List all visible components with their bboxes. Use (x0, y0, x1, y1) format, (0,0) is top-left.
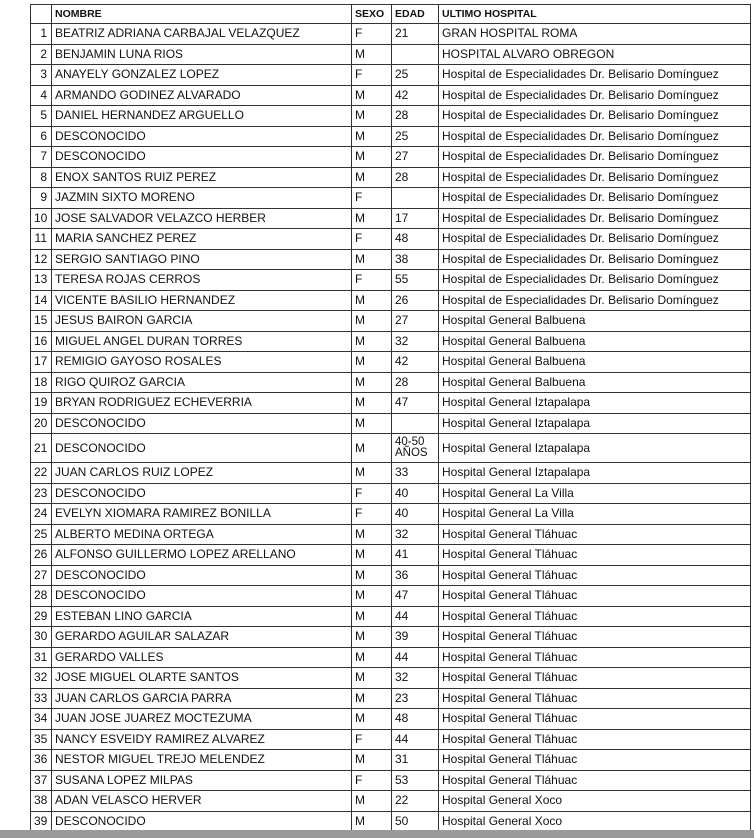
row-number: 34 (31, 709, 52, 730)
row-number: 14 (31, 290, 52, 311)
row-age: 32 (392, 331, 439, 352)
table-row (31, 791, 751, 812)
row-age: 40 (392, 483, 439, 504)
row-name: NANCY ESVEIDY RAMIREZ ALVAREZ (52, 729, 352, 750)
row-age: 28 (392, 167, 439, 188)
row-age: 22 (392, 791, 439, 812)
table-row (31, 65, 751, 86)
row-sex: M (352, 352, 392, 373)
row-hospital: Hospital de Especialidades Dr. Belisario Domínguez (439, 126, 751, 147)
row-age: 23 (392, 688, 439, 709)
table-header-row (31, 5, 751, 24)
row-name: BRYAN RODRIGUEZ ECHEVERRIA (52, 393, 352, 414)
row-hospital: Hospital General Iztapalapa (439, 393, 751, 414)
row-number: 18 (31, 372, 52, 393)
table-row (31, 750, 751, 771)
header-sexo: SEXO (352, 5, 392, 24)
row-hospital: Hospital de Especialidades Dr. Belisario Domínguez (439, 65, 751, 86)
row-sex: F (352, 729, 392, 750)
row-name: DESCONOCIDO (52, 413, 352, 434)
row-number: 37 (31, 770, 52, 791)
table-row (31, 709, 751, 730)
row-age: 55 (392, 270, 439, 291)
row-hospital: HOSPITAL ALVARO OBREGON (439, 44, 751, 65)
row-name: ALFONSO GUILLERMO LOPEZ ARELLANO (52, 545, 352, 566)
row-name: JOSE MIGUEL OLARTE SANTOS (52, 668, 352, 689)
row-number: 22 (31, 463, 52, 484)
row-name: DANIEL HERNANDEZ ARGUELLO (52, 106, 352, 127)
row-sex: M (352, 647, 392, 668)
row-name: BEATRIZ ADRIANA CARBAJAL VELAZQUEZ (52, 24, 352, 45)
row-number: 31 (31, 647, 52, 668)
row-sex: M (352, 126, 392, 147)
table-row (31, 586, 751, 607)
row-sex: M (352, 545, 392, 566)
row-number: 1 (31, 24, 52, 45)
table-row (31, 770, 751, 791)
row-sex: M (352, 750, 392, 771)
row-age: 48 (392, 709, 439, 730)
row-number: 30 (31, 627, 52, 648)
row-sex: M (352, 606, 392, 627)
row-hospital: Hospital General Tláhuac (439, 606, 751, 627)
row-hospital: Hospital General Tláhuac (439, 627, 751, 648)
row-name: BENJAMIN LUNA RIOS (52, 44, 352, 65)
row-age: 44 (392, 606, 439, 627)
row-hospital: Hospital de Especialidades Dr. Belisario Domínguez (439, 147, 751, 168)
table-row (31, 147, 751, 168)
row-sex: M (352, 147, 392, 168)
row-age: 21 (392, 24, 439, 45)
row-hospital: Hospital General Balbuena (439, 331, 751, 352)
row-number: 20 (31, 413, 52, 434)
row-number: 32 (31, 668, 52, 689)
row-name: JUAN CARLOS GARCIA PARRA (52, 688, 352, 709)
row-hospital: Hospital General Tláhuac (439, 688, 751, 709)
row-name: DESCONOCIDO (52, 483, 352, 504)
row-name: ANAYELY GONZALEZ LOPEZ (52, 65, 352, 86)
row-hospital: Hospital General Iztapalapa (439, 434, 751, 463)
row-name: ESTEBAN LINO GARCIA (52, 606, 352, 627)
row-age (392, 413, 439, 434)
row-number: 23 (31, 483, 52, 504)
row-hospital: Hospital de Especialidades Dr. Belisario Domínguez (439, 249, 751, 270)
row-age: 47 (392, 586, 439, 607)
row-sex: M (352, 44, 392, 65)
row-age: 25 (392, 126, 439, 147)
table-row (31, 413, 751, 434)
row-number: 6 (31, 126, 52, 147)
table-row (31, 229, 751, 250)
row-age (392, 188, 439, 209)
row-name: JOSE SALVADOR VELAZCO HERBER (52, 208, 352, 229)
row-number: 35 (31, 729, 52, 750)
row-hospital: Hospital de Especialidades Dr. Belisario Domínguez (439, 106, 751, 127)
row-number: 26 (31, 545, 52, 566)
header-ultimo-hospital: ULTIMO HOSPITAL (439, 5, 751, 24)
row-hospital: Hospital General Tláhuac (439, 668, 751, 689)
row-number: 39 (31, 811, 52, 832)
row-number: 19 (31, 393, 52, 414)
row-number: 11 (31, 229, 52, 250)
row-sex: F (352, 188, 392, 209)
row-age: 33 (392, 463, 439, 484)
row-number: 29 (31, 606, 52, 627)
table-row (31, 524, 751, 545)
row-age: 27 (392, 147, 439, 168)
row-name: DESCONOCIDO (52, 126, 352, 147)
table-row (31, 606, 751, 627)
row-sex: M (352, 565, 392, 586)
table-row (31, 483, 751, 504)
row-hospital: Hospital General Tláhuac (439, 750, 751, 771)
row-number: 17 (31, 352, 52, 373)
table-row (31, 668, 751, 689)
row-age: 44 (392, 647, 439, 668)
row-name: DESCONOCIDO (52, 565, 352, 586)
row-number: 9 (31, 188, 52, 209)
table-row (31, 167, 751, 188)
row-name: DESCONOCIDO (52, 434, 352, 463)
row-sex: M (352, 668, 392, 689)
row-hospital: Hospital General Xoco (439, 791, 751, 812)
row-number: 33 (31, 688, 52, 709)
row-name: ADAN VELASCO HERVER (52, 791, 352, 812)
row-hospital: Hospital General Tláhuac (439, 770, 751, 791)
row-sex: M (352, 106, 392, 127)
table-row (31, 504, 751, 525)
row-age: 48 (392, 229, 439, 250)
row-hospital: Hospital de Especialidades Dr. Belisario Domínguez (439, 270, 751, 291)
row-age: 50 (392, 811, 439, 832)
table-row (31, 627, 751, 648)
table-row (31, 463, 751, 484)
row-number: 2 (31, 44, 52, 65)
table-row (31, 565, 751, 586)
row-age: 17 (392, 208, 439, 229)
header-number (31, 5, 52, 24)
row-age (392, 44, 439, 65)
row-sex: M (352, 413, 392, 434)
row-sex: M (352, 463, 392, 484)
row-name: RIGO QUIROZ GARCIA (52, 372, 352, 393)
row-sex: F (352, 483, 392, 504)
row-hospital: Hospital de Especialidades Dr. Belisario Domínguez (439, 229, 751, 250)
row-age: 27 (392, 311, 439, 332)
row-number: 15 (31, 311, 52, 332)
row-number: 16 (31, 331, 52, 352)
row-sex: M (352, 688, 392, 709)
table-row (31, 811, 751, 832)
row-number: 25 (31, 524, 52, 545)
row-hospital: Hospital de Especialidades Dr. Belisario Domínguez (439, 290, 751, 311)
table-row (31, 85, 751, 106)
row-age: 53 (392, 770, 439, 791)
row-hospital: Hospital General La Villa (439, 504, 751, 525)
table-row (31, 688, 751, 709)
row-hospital: Hospital General La Villa (439, 483, 751, 504)
row-hospital: Hospital de Especialidades Dr. Belisario Domínguez (439, 85, 751, 106)
row-number: 13 (31, 270, 52, 291)
row-age: 40-50 AÑOS (392, 434, 439, 463)
row-age: 32 (392, 524, 439, 545)
row-sex: F (352, 65, 392, 86)
table-row (31, 44, 751, 65)
row-sex: M (352, 393, 392, 414)
row-number: 7 (31, 147, 52, 168)
table-row (31, 208, 751, 229)
row-age: 44 (392, 729, 439, 750)
row-name: MARIA SANCHEZ PEREZ (52, 229, 352, 250)
bottom-edge-shadow (0, 830, 754, 838)
row-hospital: Hospital General Tláhuac (439, 729, 751, 750)
row-name: GERARDO VALLES (52, 647, 352, 668)
row-number: 21 (31, 434, 52, 463)
row-hospital: Hospital General Tláhuac (439, 565, 751, 586)
row-hospital: Hospital General Tláhuac (439, 524, 751, 545)
row-number: 4 (31, 85, 52, 106)
row-sex: M (352, 311, 392, 332)
row-age: 25 (392, 65, 439, 86)
row-sex: M (352, 586, 392, 607)
row-sex: F (352, 270, 392, 291)
row-number: 27 (31, 565, 52, 586)
row-sex: M (352, 85, 392, 106)
table-row (31, 311, 751, 332)
row-number: 36 (31, 750, 52, 771)
row-hospital: Hospital General Balbuena (439, 372, 751, 393)
row-hospital: Hospital General Balbuena (439, 311, 751, 332)
table-row (31, 729, 751, 750)
row-name: DESCONOCIDO (52, 147, 352, 168)
row-name: ALBERTO MEDINA ORTEGA (52, 524, 352, 545)
row-name: JESUS BAIRON GARCIA (52, 311, 352, 332)
table-row (31, 372, 751, 393)
row-sex: F (352, 770, 392, 791)
row-name: ENOX SANTOS RUIZ PEREZ (52, 167, 352, 188)
row-hospital: Hospital General Tláhuac (439, 586, 751, 607)
table-row (31, 249, 751, 270)
row-name: SUSANA LOPEZ MILPAS (52, 770, 352, 791)
row-age: 42 (392, 352, 439, 373)
row-name: JUAN CARLOS RUIZ LOPEZ (52, 463, 352, 484)
row-sex: M (352, 434, 392, 463)
row-sex: F (352, 504, 392, 525)
row-sex: M (352, 709, 392, 730)
row-hospital: Hospital de Especialidades Dr. Belisario Domínguez (439, 188, 751, 209)
table-row (31, 647, 751, 668)
row-name: GERARDO AGUILAR SALAZAR (52, 627, 352, 648)
table-row (31, 352, 751, 373)
row-sex: M (352, 627, 392, 648)
row-number: 8 (31, 167, 52, 188)
table-row (31, 126, 751, 147)
row-hospital: Hospital de Especialidades Dr. Belisario Domínguez (439, 208, 751, 229)
row-sex: M (352, 811, 392, 832)
row-sex: F (352, 24, 392, 45)
row-sex: M (352, 167, 392, 188)
row-name: VICENTE BASILIO HERNANDEZ (52, 290, 352, 311)
row-hospital: Hospital General Tláhuac (439, 647, 751, 668)
row-age: 41 (392, 545, 439, 566)
row-sex: M (352, 524, 392, 545)
table-row (31, 106, 751, 127)
row-number: 24 (31, 504, 52, 525)
row-sex: F (352, 229, 392, 250)
row-number: 28 (31, 586, 52, 607)
table-row (31, 331, 751, 352)
row-age: 39 (392, 627, 439, 648)
row-name: DESCONOCIDO (52, 586, 352, 607)
row-age: 38 (392, 249, 439, 270)
header-nombre: NOMBRE (52, 5, 352, 24)
row-name: ARMANDO GODINEZ ALVARADO (52, 85, 352, 106)
row-name: EVELYN XIOMARA RAMIREZ BONILLA (52, 504, 352, 525)
row-hospital: Hospital General Iztapalapa (439, 413, 751, 434)
row-name: NESTOR MIGUEL TREJO MELENDEZ (52, 750, 352, 771)
table-row (31, 290, 751, 311)
patients-table (30, 4, 751, 832)
row-hospital: Hospital General Tláhuac (439, 545, 751, 566)
row-number: 5 (31, 106, 52, 127)
row-sex: M (352, 290, 392, 311)
row-hospital: Hospital General Iztapalapa (439, 463, 751, 484)
row-name: DESCONOCIDO (52, 811, 352, 832)
row-sex: M (352, 208, 392, 229)
row-hospital: Hospital de Especialidades Dr. Belisario Domínguez (439, 167, 751, 188)
row-hospital: Hospital General Tláhuac (439, 709, 751, 730)
row-age: 42 (392, 85, 439, 106)
row-age: 40 (392, 504, 439, 525)
table-row (31, 188, 751, 209)
row-name: TERESA ROJAS CERROS (52, 270, 352, 291)
row-sex: M (352, 249, 392, 270)
row-age: 31 (392, 750, 439, 771)
row-sex: M (352, 372, 392, 393)
row-age: 47 (392, 393, 439, 414)
row-number: 3 (31, 65, 52, 86)
table-row (31, 545, 751, 566)
table-row (31, 434, 751, 463)
row-age: 26 (392, 290, 439, 311)
row-age: 36 (392, 565, 439, 586)
row-sex: M (352, 331, 392, 352)
table-row (31, 24, 751, 45)
row-hospital: Hospital General Xoco (439, 811, 751, 832)
row-number: 10 (31, 208, 52, 229)
row-hospital: GRAN HOSPITAL ROMA (439, 24, 751, 45)
row-age: 28 (392, 372, 439, 393)
table-row (31, 393, 751, 414)
row-age: 32 (392, 668, 439, 689)
row-sex: M (352, 791, 392, 812)
row-hospital: Hospital General Balbuena (439, 352, 751, 373)
row-name: REMIGIO GAYOSO ROSALES (52, 352, 352, 373)
table-row (31, 270, 751, 291)
row-name: JAZMIN SIXTO MORENO (52, 188, 352, 209)
row-age: 28 (392, 106, 439, 127)
row-name: JUAN JOSE JUAREZ MOCTEZUMA (52, 709, 352, 730)
row-number: 12 (31, 249, 52, 270)
row-name: MIGUEL ANGEL DURAN TORRES (52, 331, 352, 352)
row-name: SERGIO SANTIAGO PINO (52, 249, 352, 270)
row-number: 38 (31, 791, 52, 812)
header-edad: EDAD (392, 5, 439, 24)
